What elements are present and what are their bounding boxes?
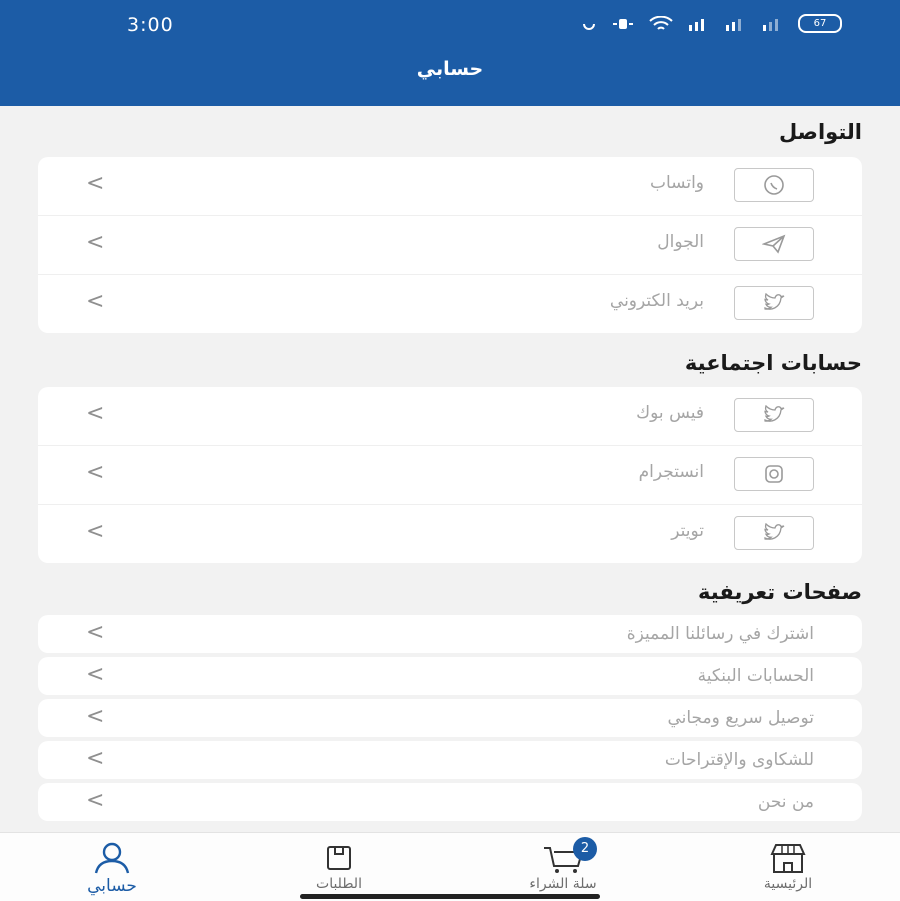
contact-item-mobile[interactable]: [38, 216, 862, 275]
alarm-icon: [580, 17, 598, 31]
nav-label: سلة الشراء: [529, 876, 597, 892]
chevron-icon: <: [86, 788, 105, 813]
signal-icon: [761, 17, 785, 31]
whatsapp-icon: [734, 168, 814, 202]
page-item-label: الحسابات البنكية: [697, 666, 814, 686]
twitter-bird-icon: [734, 516, 814, 550]
page-item-subscribe[interactable]: [38, 615, 862, 653]
nav-label: الطلبات: [316, 876, 362, 892]
nav-tab-home[interactable]: [728, 833, 848, 901]
twitter-bird-icon: [734, 286, 814, 320]
chevron-icon: <: [86, 746, 105, 771]
chevron-icon: <: [86, 662, 105, 687]
chevron-icon: <: [86, 519, 105, 544]
cart-icon: [541, 841, 590, 875]
orders-box-icon: [325, 841, 353, 875]
social-item-label: انستجرام: [638, 462, 704, 482]
instagram-icon: [734, 457, 814, 491]
bottom-nav: [0, 832, 900, 901]
social-item-label: فيس بوك: [636, 403, 704, 423]
contact-item-label: واتساب: [649, 173, 704, 193]
chevron-icon: <: [86, 401, 105, 426]
section-title-social: حسابات اجتماعية: [684, 351, 862, 375]
nav-label: الرئيسية: [763, 876, 813, 892]
social-item-twitter[interactable]: [38, 505, 862, 563]
nav-label: حسابي: [87, 876, 137, 896]
page-item-label: اشترك في رسائلنا المميزة: [626, 624, 814, 644]
vibrate-icon: [611, 17, 635, 31]
section-title-contact: التواصل: [778, 120, 862, 144]
section-title-pages: صفحات تعريفية: [698, 580, 862, 604]
chevron-icon: <: [86, 289, 105, 314]
chevron-icon: <: [86, 620, 105, 645]
status-icons: [580, 14, 842, 33]
page-item-label: من نحن: [757, 792, 814, 812]
cart-badge: 2: [573, 837, 597, 861]
page-item-complaints[interactable]: [38, 741, 862, 779]
page-item-bank-accounts[interactable]: [38, 657, 862, 695]
twitter-bird-icon: [734, 398, 814, 432]
contact-card: [38, 157, 862, 333]
chevron-icon: <: [86, 704, 105, 729]
store-icon: [768, 841, 808, 875]
social-card: [38, 387, 862, 563]
home-indicator: [300, 894, 600, 899]
social-item-facebook[interactable]: [38, 387, 862, 446]
social-item-instagram[interactable]: [38, 446, 862, 505]
contact-item-label: بريد الكتروني: [609, 291, 704, 311]
chevron-icon: <: [86, 171, 105, 196]
page-item-label: للشكاوى والإقتراحات: [664, 750, 814, 770]
chevron-icon: <: [86, 460, 105, 485]
signal-icon: [724, 17, 748, 31]
nav-tab-orders[interactable]: [279, 833, 399, 901]
signal-icon: [687, 17, 711, 31]
status-time: 3:00: [127, 14, 174, 36]
page-item-label: توصيل سريع ومجاني: [667, 708, 814, 728]
battery-icon: 67: [798, 14, 842, 33]
wifi-icon: [648, 16, 674, 32]
contact-item-email[interactable]: [38, 275, 862, 333]
nav-tab-account[interactable]: [52, 833, 172, 901]
social-item-label: تويتر: [671, 521, 704, 541]
contact-item-whatsapp[interactable]: [38, 157, 862, 216]
page-item-delivery[interactable]: [38, 699, 862, 737]
chevron-icon: <: [86, 230, 105, 255]
nav-tab-cart[interactable]: [503, 833, 623, 901]
page-item-about[interactable]: [38, 783, 862, 821]
paper-plane-icon: [734, 227, 814, 261]
user-icon: [92, 841, 132, 875]
page-title: حسابي: [416, 58, 484, 80]
contact-item-label: الجوال: [657, 232, 704, 252]
app-header: [0, 0, 900, 106]
